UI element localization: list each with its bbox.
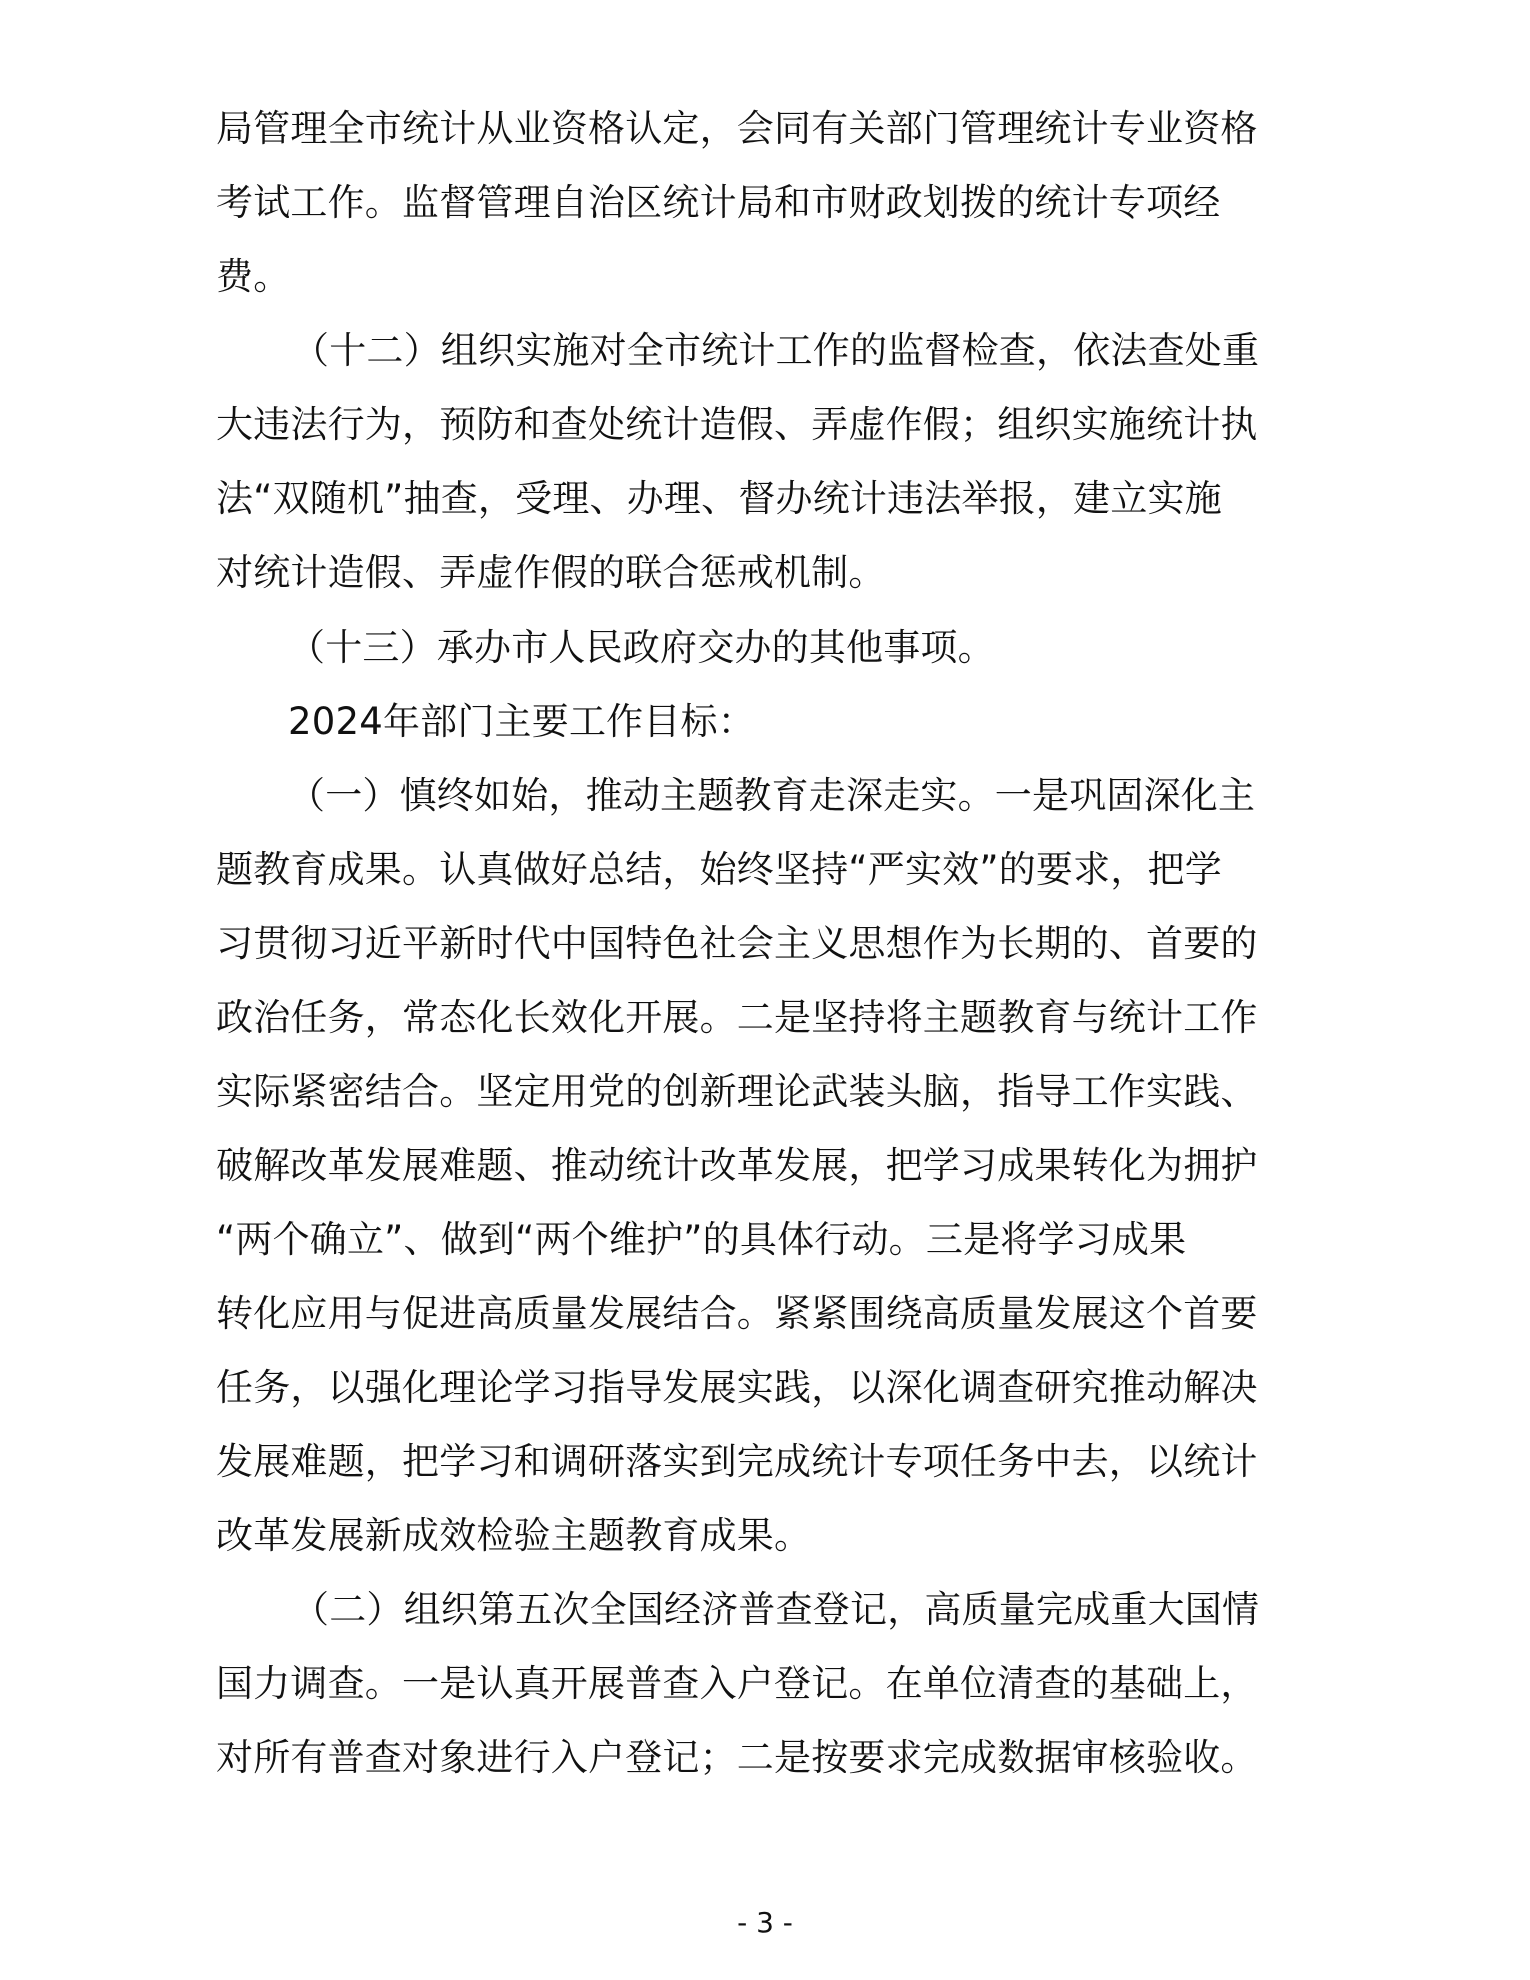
text-line: 题教育成果。认真做好总结，始终坚持“严实效”的要求，把学: [216, 848, 1222, 891]
text-line: （十三）承办市人民政府交办的其他事项。: [288, 626, 995, 669]
text-line: （十二）组织实施对全市统计工作的监督检查，依法查处重: [292, 329, 1260, 372]
text-line: 发展难题，把学习和调研落实到完成统计专项任务中去，以统计: [216, 1440, 1258, 1483]
text-line: 改革发展新成效检验主题教育成果。: [216, 1514, 812, 1557]
text-line: “两个确立”、做到“两个维护”的具体行动。三是将学习成果: [216, 1218, 1187, 1261]
text-line: 费。: [216, 255, 291, 298]
text-line: （一）慎终如始，推动主题教育走深走实。一是巩固深化主: [288, 774, 1256, 817]
text-line: （二）组织第五次全国经济普查登记，高质量完成重大国情: [292, 1588, 1260, 1631]
text-line: 大违法行为，预防和查处统计造假、弄虚作假；组织实施统计执: [216, 403, 1258, 446]
text-line: 任务，以强化理论学习指导发展实践，以深化调查研究推动解决: [216, 1366, 1258, 1409]
text-line: 对统计造假、弄虚作假的联合惩戒机制。: [216, 551, 886, 594]
text-line: 国力调查。一是认真开展普查入户登记。在单位清查的基础上，: [216, 1662, 1258, 1705]
text-line: 考试工作。监督管理自治区统计局和市财政划拨的统计专项经: [216, 181, 1221, 224]
text-line: 局管理全市统计从业资格认定，会同有关部门管理统计专业资格: [216, 107, 1258, 150]
text-line: 法“双随机”抽查，受理、办理、督办统计违法举报，建立实施: [216, 477, 1222, 520]
text-line: 破解改革发展难题、推动统计改革发展，把学习成果转化为拥护: [216, 1144, 1258, 1187]
text-line: 2024年部门主要工作目标：: [288, 700, 755, 743]
text-line: 对所有普查对象进行入户登记；二是按要求完成数据审核验收。: [216, 1736, 1258, 1779]
text-line: 习贯彻习近平新时代中国特色社会主义思想作为长期的、首要的: [216, 922, 1258, 965]
text-line: 政治任务，常态化长效化开展。二是坚持将主题教育与统计工作: [216, 996, 1258, 1039]
text-line: 实际紧密结合。坚定用党的创新理论武装头脑，指导工作实践、: [216, 1070, 1258, 1113]
text-line: 转化应用与促进高质量发展结合。紧紧围绕高质量发展这个首要: [216, 1292, 1258, 1335]
page-number: - 3 -: [737, 1906, 793, 1939]
